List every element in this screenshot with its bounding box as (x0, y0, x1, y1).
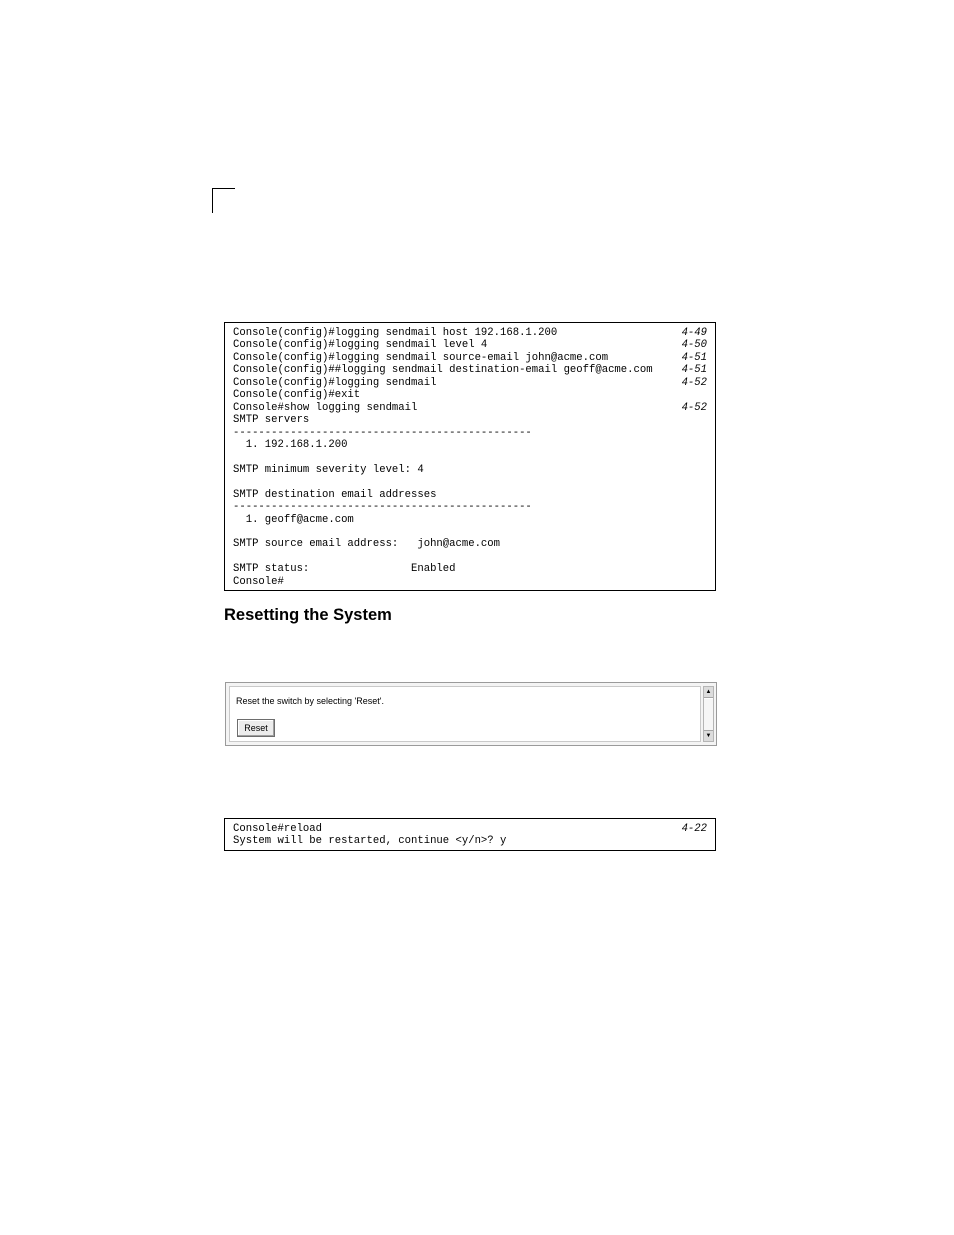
code-line (233, 489, 707, 501)
code-text: SMTP source email address: john@acme.com (233, 538, 501, 551)
code-line (233, 414, 707, 426)
code-text: Console# (233, 575, 284, 588)
code-text: Console#show logging sendmail (233, 401, 418, 414)
code-line (233, 377, 707, 389)
page-reference: 4-51 (681, 364, 707, 377)
code-line (233, 364, 707, 376)
code-line (233, 339, 707, 351)
reset-button[interactable]: Reset (237, 719, 275, 737)
code-text: ----------------------------------------------- (233, 426, 532, 439)
code-line (233, 835, 707, 847)
cli-code-block-reload (224, 818, 716, 851)
code-line (233, 389, 707, 401)
code-text: SMTP servers (233, 414, 310, 427)
reset-instruction: Reset the switch by selecting 'Reset'. (236, 696, 385, 706)
scroll-up-arrow-icon[interactable]: ▲ (704, 687, 713, 698)
code-line (233, 352, 707, 364)
code-line (233, 563, 707, 575)
code-text: 1. geoff@acme.com (233, 513, 354, 526)
code-text: 1. 192.168.1.200 (233, 438, 348, 451)
code-text: Console(config)##logging sendmail destination-email geoff@acme.com (233, 364, 653, 377)
code-line (233, 538, 707, 550)
page-reference: 4-22 (681, 823, 707, 835)
vertical-scrollbar[interactable] (703, 686, 714, 742)
code-line (233, 427, 707, 439)
code-line (233, 551, 707, 563)
crop-mark (212, 188, 235, 213)
code-line (233, 501, 707, 513)
code-text: SMTP minimum severity level: 4 (233, 463, 424, 476)
page-reference: 4-49 (681, 327, 707, 339)
code-text: Console(config)#logging sendmail level 4 (233, 339, 488, 352)
code-line (233, 464, 707, 476)
code-text: Console(config)#logging sendmail host 192.168.1.200 (233, 327, 558, 339)
code-text: SMTP status: Enabled (233, 563, 456, 576)
scroll-thumb[interactable] (704, 698, 713, 731)
code-text: Console#reload (233, 823, 323, 835)
code-line (233, 576, 707, 588)
code-text: Console(config)#exit (233, 389, 361, 402)
code-line (233, 476, 707, 488)
code-line (233, 526, 707, 538)
code-line (233, 327, 707, 339)
reset-panel (225, 682, 717, 746)
code-line (233, 823, 707, 835)
page-reference: 4-52 (681, 401, 707, 414)
code-text: Console(config)#logging sendmail (233, 376, 437, 389)
code-text: SMTP destination email addresses (233, 488, 437, 501)
cli-code-block-sendmail (224, 322, 716, 591)
code-line (233, 514, 707, 526)
section-heading: Resetting the System (224, 606, 392, 624)
page-reference: 4-51 (681, 351, 707, 364)
code-text: System will be restarted, continue <y/n>? y (233, 835, 507, 848)
scroll-down-arrow-icon[interactable]: ▼ (704, 730, 713, 741)
reset-panel-content (229, 686, 701, 742)
code-line (233, 451, 707, 463)
code-text: ----------------------------------------------- (233, 501, 532, 514)
page-reference: 4-50 (681, 339, 707, 352)
page-reference: 4-52 (681, 376, 707, 389)
code-text: Console(config)#logging sendmail source-email john@acme.com (233, 351, 609, 364)
code-line (233, 402, 707, 414)
code-line (233, 439, 707, 451)
